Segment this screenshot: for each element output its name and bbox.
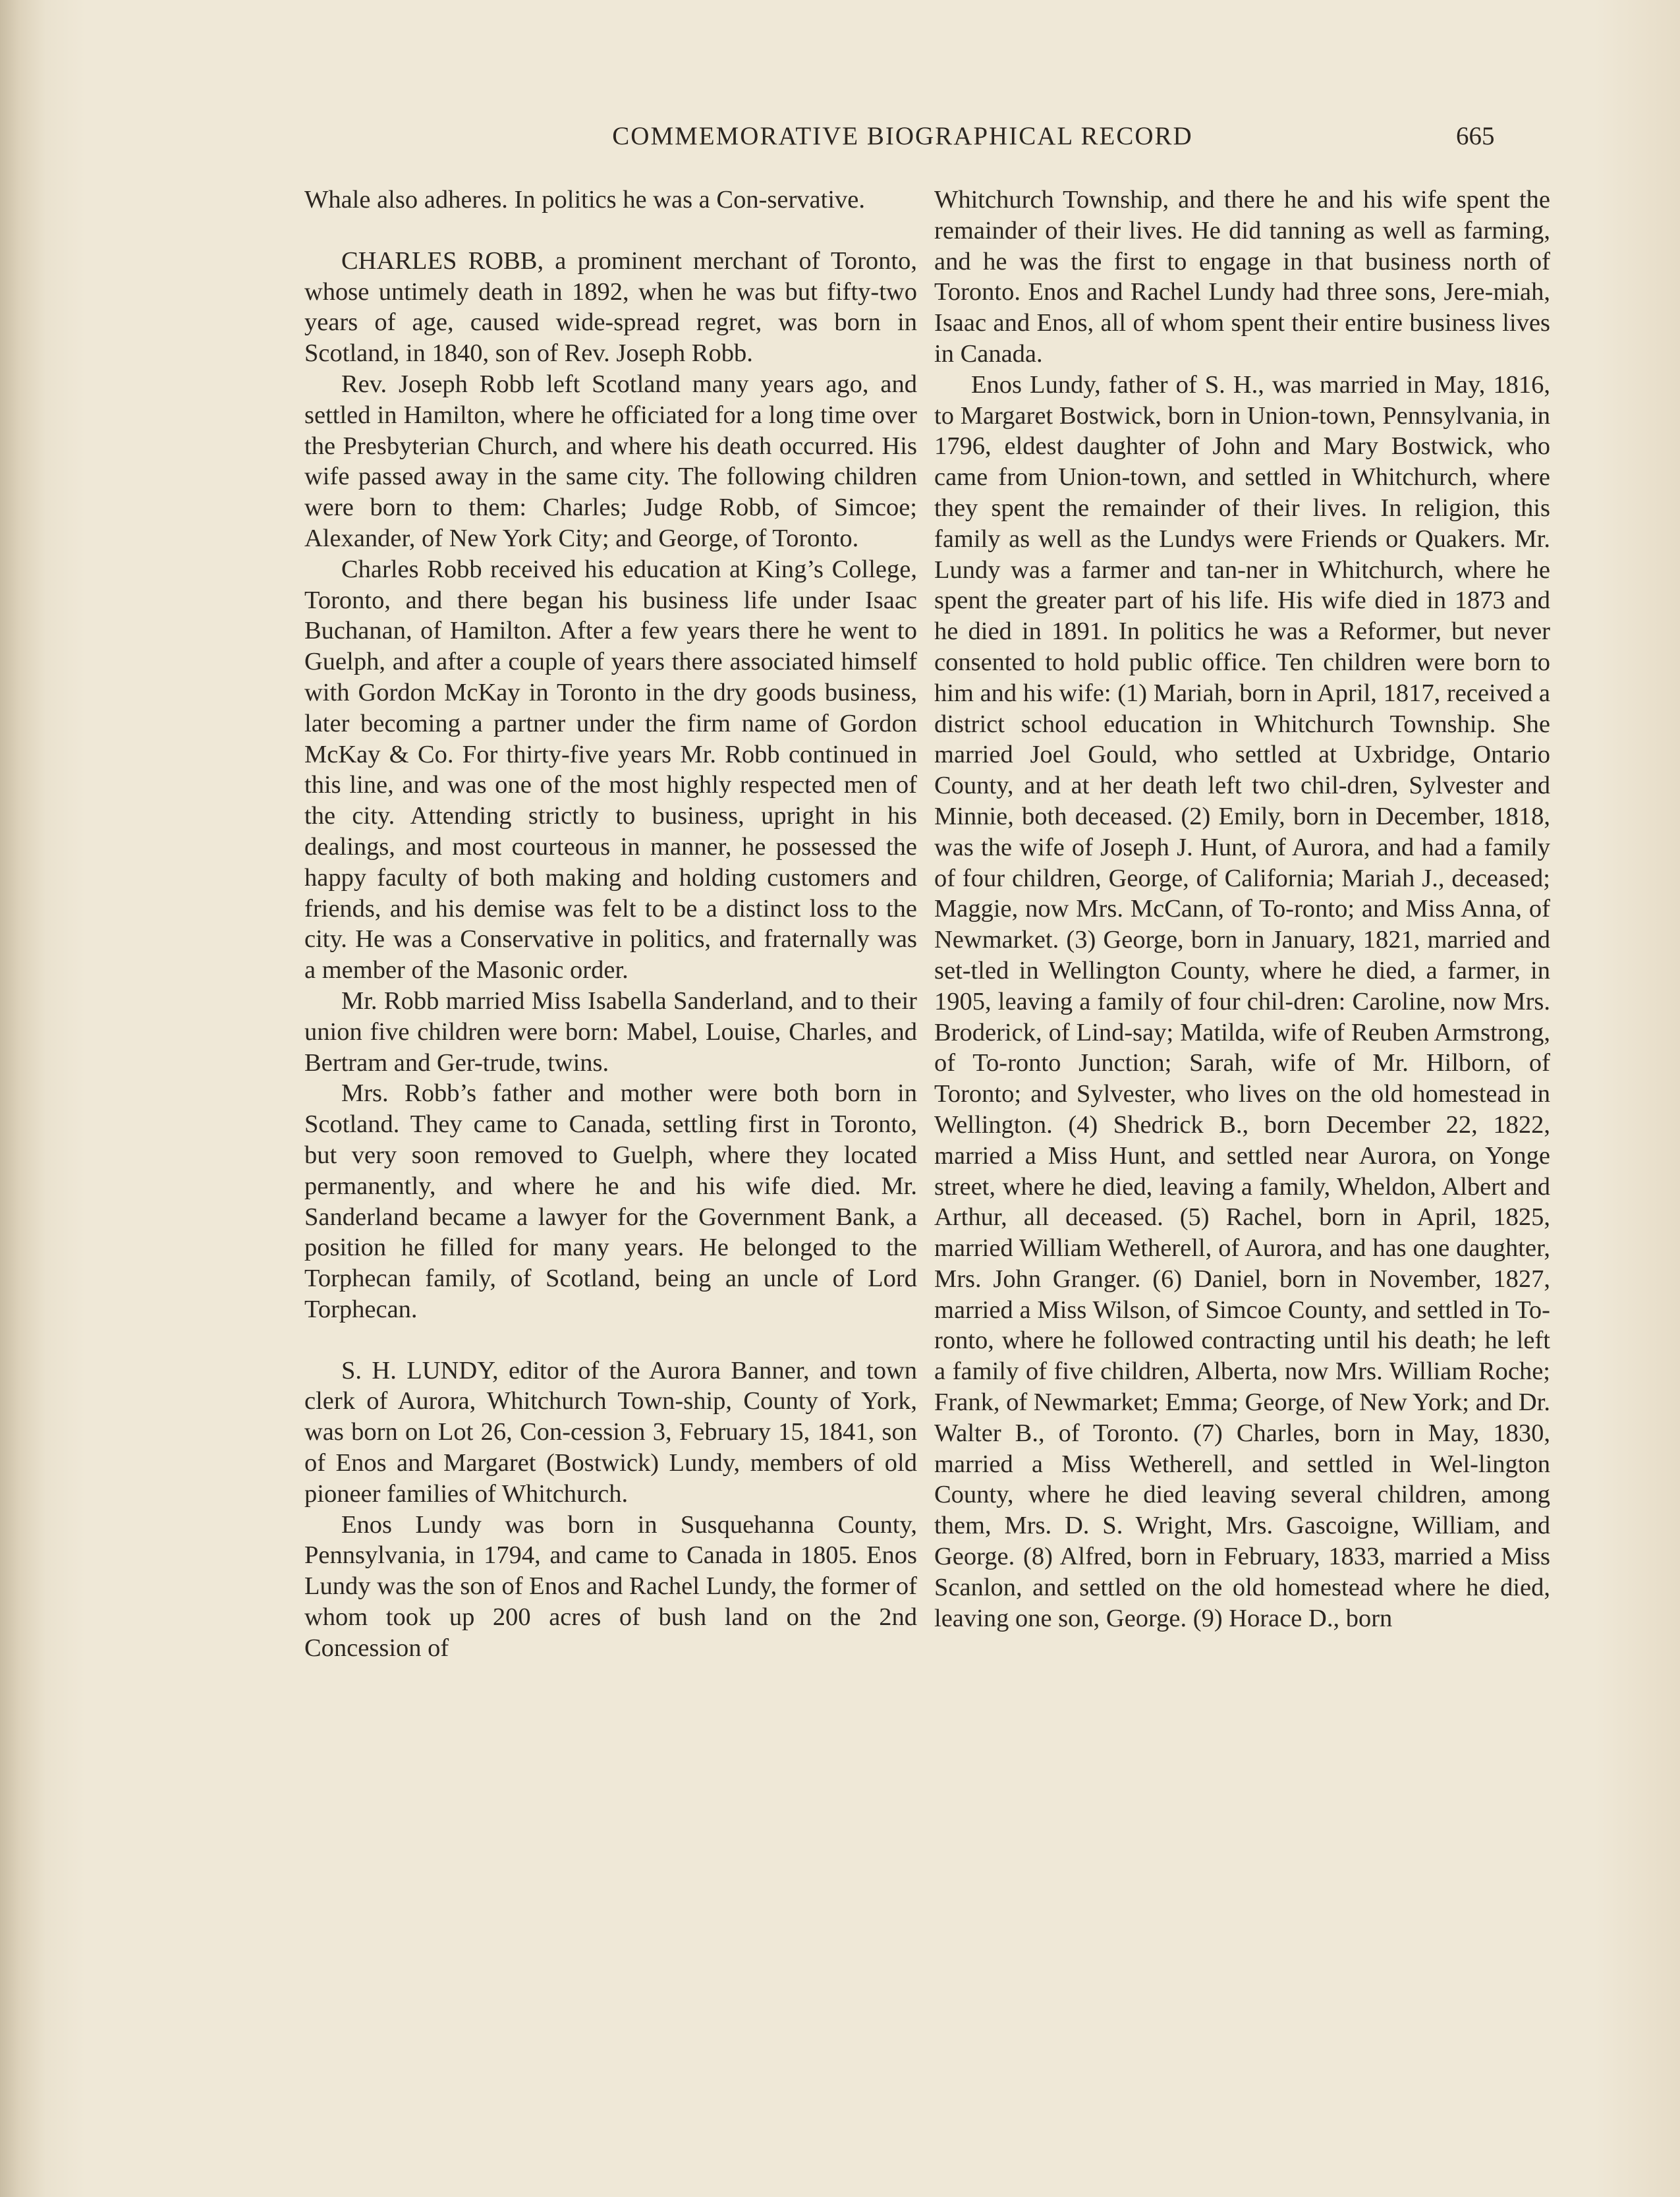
left-column [304, 185, 917, 1664]
paragraph: Whale also adheres. In politics he was a Con-servative. [304, 186, 865, 214]
page-number: 665 [1456, 122, 1495, 150]
paragraph: S. H. LUNDY, editor of the Aurora Banner, and town clerk of Aurora, Whitchurch Town-ship, County of York, was born on Lot 26, Con-cession 3, February 15, 1841, son of Enos and Margaret (Bostwick) Lundy, members of old pioneer families of Whitchurch. [304, 1356, 917, 1508]
right-column [934, 185, 1550, 1634]
paragraph: CHARLES ROBB, a prominent merchant of Toronto, whose untimely death in 1892, when he was but fifty-two years of age, caused wide-spread regret, was born in Scotland, in 1840, son of Rev. Joseph Robb. [304, 246, 917, 368]
paragraph: Enos Lundy was born in Susquehanna County, Pennsylvania, in 1794, and came to Canada in 1805. Enos Lundy was the son of Enos and Rachel Lundy, the former of whom took up 200 acres of bush land on the 2nd Concession of [304, 1510, 917, 1662]
paragraph: Mr. Robb married Miss Isabella Sanderland, and to their union five children were born: Mabel, Louise, Charles, and Bertram and Ger-trude, twins. [304, 986, 917, 1077]
paragraph: Mrs. Robb’s father and mother were both born in Scotland. They came to Canada, settling first in Toronto, but very soon removed to Guelph, where they located permanently, and where he and his wife died. Mr. Sanderland became a lawyer for the Government Bank, a position he filled for many years. He belonged to the Torphecan family, of Scotland, being an uncle of Lord Torphecan. [304, 1079, 917, 1323]
paragraph: Whitchurch Township, and there he and his wife spent the remainder of their lives. He did tanning as well as farming, and he was the first to engage in that business north of Toronto. Enos and Rachel Lundy had three sons, Jere-miah, Isaac and Enos, all of whom spent their entire business lives in Canada. [934, 186, 1550, 368]
paragraph: Charles Robb received his education at King’s College, Toronto, and there began his business life under Isaac Buchanan, of Hamilton. After a few years there he went to Guelph, and after a couple of years there associated himself with Gordon McKay in Toronto in the dry goods business, later becoming a partner under the firm name of Gordon McKay & Co. For thirty-five years Mr. Robb continued in this line, and was one of the most highly respected men of the city. Attending strictly to business, upright in his dealings, and most courteous in manner, he possessed the happy faculty of both making and holding customers and friends, and his demise was felt to be a distinct loss to the city. He was a Conservative in politics, and fraternally was a member of the Masonic order. [304, 555, 917, 984]
running-header: COMMEMORATIVE BIOGRAPHICAL RECORD [612, 122, 1193, 150]
paragraph: Enos Lundy, father of S. H., was married in May, 1816, to Margaret Bostwick, born in Union-town, Pennsylvania, in 1796, eldest daughter of John and Mary Bostwick, who came from Union-town, and settled in Whitchurch, where they spent the remainder of their lives. In religion, this family as well as the Lundys were Friends or Quakers. Mr. Lundy was a farmer and tan-ner in Whitchurch, where he spent the greater part of his life. His wife died in 1873 and he died in 1891. In politics he was a Reformer, but never consented to hold public office. Ten children were born to him and his wife: (1) Mariah, born in April, 1817, received a district school education in Whitchurch Township. She married Joel Gould, who settled at Uxbridge, Ontario County, and at her death left two chil-dren, Sylvester and Minnie, both deceased. (2) Emily, born in December, 1818, was the wife of Joseph J. Hunt, of Aurora, and had a family of four children, George, of California; Mariah J., deceased; Maggie, now Mrs. McCann, of To-ronto; and Miss Anna, of Newmarket. (3) George, born in January, 1821, married and set-tled in Wellington County, where he died, a farmer, in 1905, leaving a family of four chil-dren: Caroline, now Mrs. Broderick, of Lind-say; Matilda, wife of Reuben Armstrong, of To-ronto Junction; Sarah, wife of Mr. Hilborn, of Toronto; and Sylvester, who lives on the old homestead in Wellington. (4) Shedrick B., born December 22, 1822, married a Miss Hunt, and settled near Aurora, on Yonge street, where he died, leaving a family, Wheldon, Albert and Arthur, all deceased. (5) Rachel, born in April, 1825, married William Wetherell, of Aurora, and has one daughter, Mrs. John Granger. (6) Daniel, born in November, 1827, married a Miss Wilson, of Simcoe County, and settled in To-ronto, where he followed contracting until his death; he left a family of five children, Alberta, now Mrs. William Roche; Frank, of Newmarket; Emma; George, of New York; and Dr. Walter B., of Toronto. (7) Charles, born in May, 1830, married a Miss Wetherell, and settled in Wel-lington County, where he died leaving several children, among them, Mrs. D. S. Wright, Mrs. Gascoigne, William, and George. (8) Alfred, born in February, 1833, married a Miss Scanlon, and settled on the old homestead where he died, leaving one son, George. (9) Horace D., born [934, 370, 1550, 1632]
paragraph: Rev. Joseph Robb left Scotland many years ago, and settled in Hamilton, where he officiated for a long time over the Presbyterian Church, and where his death occurred. His wife passed away in the same city. The following children were born to them: Charles; Judge Robb, of Simcoe; Alexander, of New York City; and George, of Toronto. [304, 370, 917, 552]
